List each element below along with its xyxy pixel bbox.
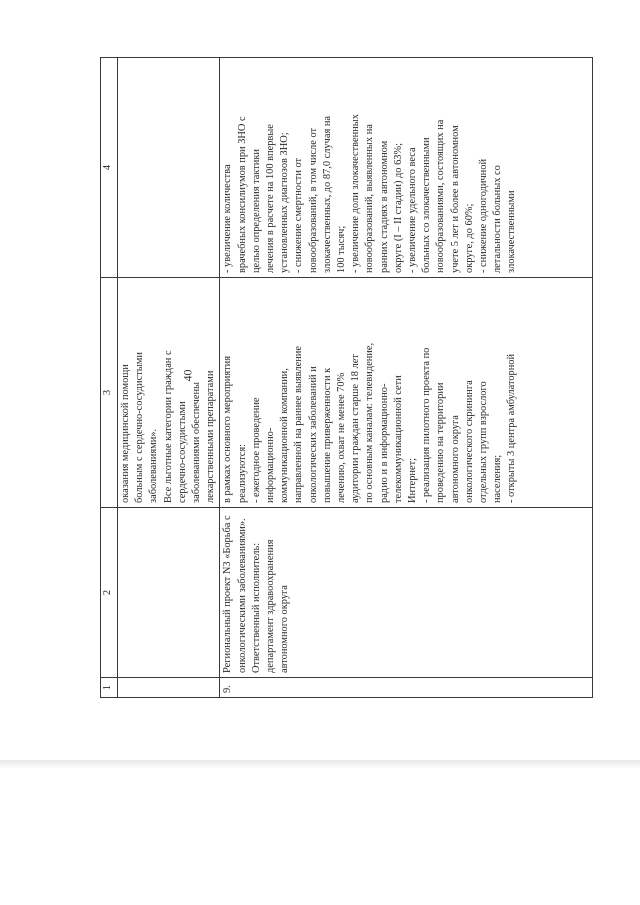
- data-table: [100, 57, 593, 698]
- column-header-2: 2: [101, 508, 118, 678]
- cell-results: - увеличение количества врачебных консилиумов при ЗНО с целью определения тактики лечения в расчете на 100 впервые установленных диагнозов ЗНО; - снижение смертности от новообразований, в том числе от злокачественных, до 87,0 случая на 100 тысяч; - увеличение доли злокачественных новообразований, выявленных на ранних стадиях в автономном округе (I – II стадии) до 63%; - увеличение удельного веса больных со злокачественными новообразованиями, состоящих на учете 5 лет и более в автономном округе, до 60%; - снижение одногодичной летальности больных со злокачественными: [220, 58, 593, 278]
- cell-continuation-project: [118, 508, 220, 678]
- column-header-3: 3: [101, 278, 118, 508]
- cell-activities: в рамках основного мероприятия реализуются: - ежегодное проведение информационно- коммуникационной компании, направленной на раннее выявление онкологических заболеваний и повышение приверженности к лечению, охват не менее 70% аудитории граждан старше 18 лет по основным каналам: телевидение, радио и в информационно- телекоммуникационной сети Интернет; - реализация пилотного проекта по проведению на территории автономного округа онкологического скрининга отдельных групп взрослого населения; - открыты 3 центра амбулаторной: [220, 278, 593, 508]
- table-row-continuation: [118, 58, 220, 698]
- page-number: 40: [180, 369, 195, 382]
- cell-continuation-num: [118, 678, 220, 698]
- blank-margin: [0, 768, 640, 905]
- rotated-table-container: [100, 58, 593, 698]
- column-header-1: 1: [101, 678, 118, 698]
- table-header-row: [101, 58, 118, 698]
- cell-row-number: 9.: [220, 678, 593, 698]
- column-header-4: 4: [101, 58, 118, 278]
- cell-project-name: Региональный проект N3 «Борьба с онкологическими заболеваниями». Ответственный исполнитель: департамент здравоохранения автономного округа: [220, 508, 593, 678]
- table-row-9: [220, 58, 593, 698]
- cell-continuation-results: [118, 58, 220, 278]
- cell-continuation-activities: оказания медицинской помощи больным с сердечно-сосудистыми заболеваниями». Все льготные категории граждан с сердечно-сосудистыми заболеваниями обеспечены лекарственными препаратами: [118, 278, 220, 508]
